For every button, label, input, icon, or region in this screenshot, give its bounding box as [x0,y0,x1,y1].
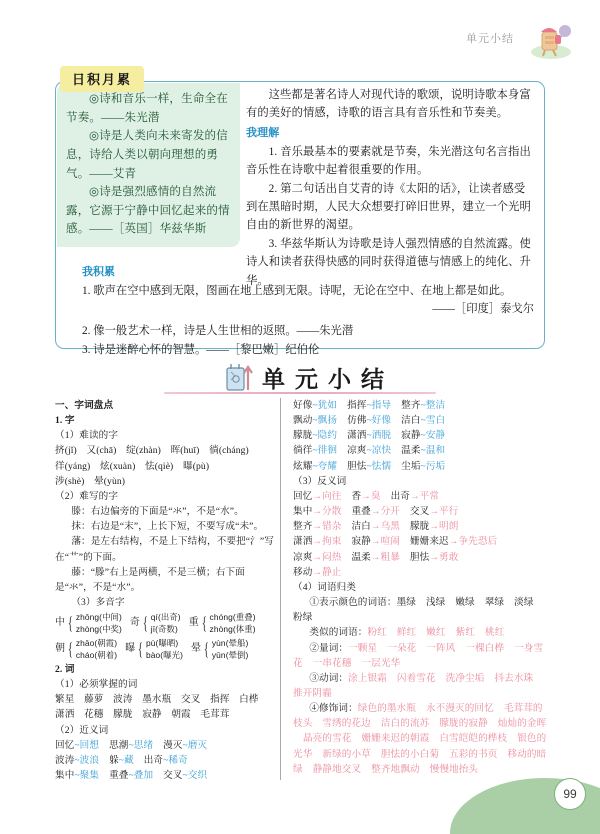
word-relation: ~叠加 [128,770,154,782]
poly-reading: qí(出奇) [150,612,181,623]
synonym-list-right [293,398,547,474]
quote-1: ◎诗和音乐一样，生命全在节奏。——朱光潜 [66,93,228,124]
word-group-item: 移动的暗绿 [293,748,547,775]
word-base: 集中 [55,770,75,782]
word-pair-row [55,768,277,783]
word-base: 朦胧 [409,521,430,533]
word-group [293,641,547,671]
word-relation: ~污垢 [420,460,446,472]
word-group-label: ②量词： [309,642,349,654]
word-relation: ~雪白 [420,415,446,427]
word-group-item: 一棵白桦 [465,642,505,654]
column-divider [280,398,281,780]
word-relation: →勇敢 [429,551,459,563]
word-group-item: 一朵花 [387,642,417,654]
word-pair-row [293,413,547,428]
poly-reading: yūn(晕倒) [211,649,249,660]
unit-summary-body [55,398,547,788]
word-group-extra [293,625,547,640]
word-group-label: ①表示颜色的词语： [309,597,397,609]
word-relation: →静止 [312,566,342,578]
running-head [0,14,600,58]
word-group-item: 粉绿 [293,612,313,624]
word-group-item: 姗姗来迟的朝霞 [361,733,430,745]
wojilei-heading: 我积累 [82,266,115,278]
word-group-item: 闪着雪花 [396,672,436,684]
word-relation: ~交织 [182,770,208,782]
word-base: 温柔 [401,445,421,457]
word-group-item: 一串花穗 [312,657,352,669]
sub-polyphonic: （3）多音字 [71,597,125,609]
hard-write-4: 藤：“滕”右上是两横，不是三横；右下面是“氺”，不是“水”。 [55,566,245,593]
word-pair-row [293,550,547,565]
word-group-item: 永不漫灭的回忆 [425,703,494,715]
word-group [293,595,547,625]
hard-write-2: 抹：右边是“末”，上长下短，不要写成“未”。 [71,521,264,533]
wojilei-attrib-1: ——［印度］泰戈尔 [432,303,534,316]
word-relation: →粗暴 [370,551,400,563]
wojilei-item-2: 2. 像一般艺术一样，诗是人生世相的返照。——朱光潜 [82,325,354,338]
word-group-item: 新绿的小草 [322,748,371,760]
word-relation: →平常 [409,490,440,502]
riji-yuelei-label: 日积月累 [60,66,144,92]
brace-icon: { [203,638,210,659]
word-base: 集中 [293,506,313,518]
word-group-item: 一阵风 [426,642,456,654]
word-pair-row [293,443,547,458]
sub-antonyms: （3）反义词 [293,475,347,487]
word-pair-row [55,738,277,753]
word-relation: ~夸耀 [312,460,338,472]
word-group-item: 浅绿 [425,597,446,609]
poly-reading: zhāo(朝霞) [75,637,118,648]
word-group [293,671,547,701]
word-base: 波涛 [55,754,75,766]
word-group-label: ③动词： [309,672,349,684]
wolijie-item-2: 2. 第二句话出自艾青的诗《太阳的话》，让读者感受到在黑暗时期，人民大众想要打碎旧世界，建立一个光明自由的新世界的渴望。 [246,182,531,232]
word-relation: ~怯懦 [366,460,392,472]
word-groups [293,595,547,777]
word-base: 朦胧 [293,430,313,442]
polyphonic-row [55,637,277,661]
poly-char: 朝 [55,642,66,654]
word-pair-row [293,459,547,474]
word-base: 潇洒 [293,536,313,548]
word-group-item: 翠绿 [484,597,505,609]
wolijie-item-1: 1. 音乐最基本的要素就是节奏，朱光潜这句名言指出音乐性在诗歌中起着很重要的作用。 [246,145,531,177]
word-group-item: 整齐地飘动 [371,763,420,775]
brace-icon: { [67,638,74,659]
word-base: 回忆 [55,739,75,751]
unit-summary-title-text: 单元小结 [262,367,394,392]
word-group-item: 洗净尘垢 [445,672,485,684]
word-base: 香 [351,490,362,502]
must-master-1: 繁星 藤萝 波涛 墨水瓶 交叉 指挥 白桦 [55,694,259,706]
word-group [293,701,547,777]
word-base: 尘垢 [401,460,421,472]
left-column [55,398,277,783]
word-base: 胆怯 [347,460,367,472]
word-pair-row [293,428,547,443]
word-relation: →向往 [312,490,342,502]
word-relation: ~思绪 [128,739,154,751]
word-group-extra-item: 粉红 [367,627,387,639]
brace-icon: { [67,613,74,634]
polyphonic-entry [191,637,248,661]
word-relation: ~凉快 [366,445,392,457]
word-group-item: 慢慢地抬头 [429,763,479,775]
word-relation: ~洒脱 [366,430,392,442]
word-group-extra-item: 紫红 [455,627,476,639]
synonym-list-left [55,738,277,783]
quote-3: ◎诗是强烈感情的自然流露，它源于宁静中回忆起来的情感。——［英国］华兹华斯 [66,186,230,236]
word-base: 胆怯 [409,551,430,563]
word-group-item: 银色的光华 [293,733,547,760]
poly-reading: zhòng(中奖) [75,624,122,635]
poly-reading: chóng(重叠) [209,612,256,623]
unit-summary-title [0,358,600,400]
quote-panel [57,83,240,247]
wolijie-heading: 我理解 [246,126,280,139]
word-relation: ~磨灭 [182,739,208,751]
word-base: 温柔 [351,551,371,563]
sub-hard-read: （1）难读的字 [55,430,119,442]
poly-char: 奇 [129,617,141,629]
word-relation: ~藏 [118,754,134,766]
poly-char: 中 [55,617,66,629]
wojilei-item-3: 3. 诗是迷醉心怀的智慧。——［黎巴嫩］纪伯伦 [82,343,320,356]
sub-synonyms: （2）近义词 [55,724,109,736]
poly-reading: pù(曝晒) [146,637,179,648]
word-base: 出奇 [143,754,164,766]
word-base: 潇洒 [347,430,367,442]
word-base: 飘动 [293,415,313,427]
hard-read-2: 徉(yáng) 炫(xuàn) 怯(qiè) 曝(pù) [55,460,210,472]
word-relation: →明朗 [429,521,459,533]
word-base: 洁白 [351,521,371,533]
word-relation: ~安静 [420,430,446,442]
poly-reading: bào(曝光) [146,649,184,660]
word-pair-row [293,565,547,580]
word-relation: →平行 [429,506,459,518]
word-base: 寂静 [401,430,421,442]
brace-icon: { [201,613,207,634]
word-group-item: 推开阴霾 [293,687,332,699]
child-with-balloon-icon [524,20,578,60]
word-group-item: 一颗星 [348,642,378,654]
quote-2: ◎诗是人类向未来寄发的信息，诗给人类以朝向理想的勇气。——艾青 [66,130,228,180]
must-master-2: 潇洒 花穗 朦胧 寂静 朝霞 毛茸茸 [55,709,230,721]
word-base: 寂静 [351,536,371,548]
word-base: 移动 [293,566,313,578]
word-base: 仿佛 [347,415,367,427]
word-relation: →喧闹 [370,536,400,548]
word-group-item: 洁白的流苏 [380,718,430,730]
word-group-item: 朦胧的寂静 [439,718,488,730]
poly-reading: zhòng(体重) [209,624,256,635]
word-pair-row [293,398,547,413]
polyphonic-entry [125,637,183,661]
word-group-extra-label: 类似的词语： [309,627,368,639]
word-base: 漫灭 [163,739,183,751]
heading-ci: 2. 词 [55,663,75,675]
word-group-item: 雪绣的花边 [322,718,371,730]
heading-zi: 1. 字 [55,415,75,427]
poly-char: 晕 [191,642,202,654]
word-group-item: 涂上银霜 [348,672,387,684]
word-group-item: 一层光华 [361,657,401,669]
word-base: 姗姗来迟 [409,536,449,548]
word-relation: →乌黑 [370,521,400,533]
wojilei-item-1: 1. 歌声在空中感到无限，图画在地上感到无限。诗呢，无论在空中、在地上都是如此。 [82,284,512,297]
word-relation: ~温和 [420,445,446,457]
word-group-item: 胆怯的小白菊 [380,748,440,760]
hard-read-1: 挤(jǐ) 又(chā) 绽(zhàn) 晖(huī) 徜(cháng) [55,445,249,457]
word-base: 整齐 [401,400,421,411]
polyphonic-entry [55,637,117,661]
word-base: 徜徉 [293,445,313,457]
word-group-item: 白雪皑皑的桦枝 [439,733,508,745]
word-relation: →臭 [361,490,381,502]
word-group-item: 嫩绿 [455,597,475,609]
word-base: 洁白 [401,415,421,427]
hard-read-3: 涉(shè) 晕(yùn) [55,475,126,487]
word-relation: →分开 [370,506,400,518]
polyphonic-row [55,611,277,635]
word-base: 出奇 [390,490,410,502]
word-pair-row [55,753,277,768]
word-relation: →争先恐后 [448,536,498,548]
word-relation: →错杂 [312,521,342,533]
word-relation: ~整洁 [420,400,446,411]
polyphonic-entry [55,611,122,635]
right-column [293,398,547,777]
word-base: 重叠 [109,770,129,782]
running-head-text: 单元小结 [466,33,514,45]
brace-icon: { [138,638,144,659]
word-base: 炫耀 [293,460,313,472]
word-pair-row [293,504,547,519]
poly-char: 重 [188,617,199,629]
riji-intro: 这些都是著名诗人对现代诗的歌颂，说明诗歌本身富有的美好的情感，诗歌的语言具有音乐性和节奏美。 [246,89,531,120]
word-base: 交叉 [163,770,183,782]
word-relation: ~聚集 [74,770,100,782]
word-base: 好像 [293,400,313,411]
hard-write-1: 滕：右边偏旁的下面是“氺”，不是“水”。 [71,506,244,518]
word-relation: ~回想 [74,739,100,751]
word-relation: ~犹如 [312,400,338,411]
word-base: 躲 [109,754,119,766]
word-group-item: 绿色的墨水瓶 [357,703,416,715]
word-base: 交叉 [409,506,430,518]
word-base: 凉爽 [347,445,367,457]
word-base: 指挥 [347,400,367,411]
notebook-with-arrow-icon [222,360,256,394]
word-group-item: 五彩的书页 [449,748,498,760]
word-relation: →分散 [312,506,342,518]
sub-hard-write: （2）难写的字 [55,490,119,502]
word-group-item: 墨绿 [396,597,416,609]
word-group-extra-item: 嫩红 [426,627,446,639]
word-group-item: 一身雪花 [293,642,544,669]
word-relation: ~波浪 [74,754,100,766]
word-relation: ~飘扬 [312,415,338,427]
word-group-item: 淡绿 [514,597,534,609]
word-group-extra-item: 鲜红 [396,627,417,639]
word-relation: →拘束 [312,536,342,548]
poly-reading: zhōng(中间) [75,612,122,623]
word-relation: →闷热 [312,551,342,563]
word-base: 凉爽 [293,551,313,563]
word-relation: ~指导 [366,400,392,411]
hard-write-3: 藩：是左右结构，不是上下结构，不要把“氵”写在“艹”的下面。 [55,536,274,563]
wolijie-item-3: 3. 华兹华斯认为诗歌是诗人强烈情感的自然流露。使诗人和读者获得快感的同时获得道德与情感上的纯化、升华。 [246,237,531,287]
poly-reading: jī(奇数) [150,624,178,635]
word-base: 回忆 [293,490,313,502]
polyphonic-entry [189,611,256,635]
word-relation: ~稀奇 [163,754,188,766]
sub-must-master: （1）必须掌握的词 [55,679,138,691]
word-relation: ~徘徊 [312,445,338,457]
riji-explanation [246,86,536,290]
sub-groups: （4）词语归类 [293,581,357,593]
word-group-item: 灿灿的金晖 [497,718,547,730]
word-base: 重叠 [351,506,371,518]
word-pair-row [293,519,547,534]
word-group-extra-item: 桃红 [485,627,505,639]
word-pair-row [293,489,547,504]
word-base: 整齐 [293,521,313,533]
brace-icon: { [142,613,149,634]
heading-zici-pandian: 一、字词盘点 [55,400,114,411]
poly-reading: cháo(朝着) [75,649,118,660]
wojilei-block [82,262,534,359]
word-group-item: 晶亮的雪花 [303,733,352,745]
word-group-label: ④修饰词： [309,703,358,715]
word-group-item: 抖去水珠 [494,672,534,684]
poly-char: 曝 [125,642,136,654]
polyphonic-grid [55,611,277,661]
polyphonic-entry [130,611,181,635]
word-relation: ~好像 [366,415,392,427]
word-group-item: 毛茸茸的枝头 [293,703,543,730]
word-group-item: 静静地交叉 [312,763,362,775]
antonym-list [293,489,547,580]
word-base: 思潮 [109,739,129,751]
page-number: 99 [554,778,586,810]
word-relation: ~隐约 [312,430,338,442]
poly-reading: yùn(晕船) [211,637,249,648]
word-pair-row [293,534,547,549]
